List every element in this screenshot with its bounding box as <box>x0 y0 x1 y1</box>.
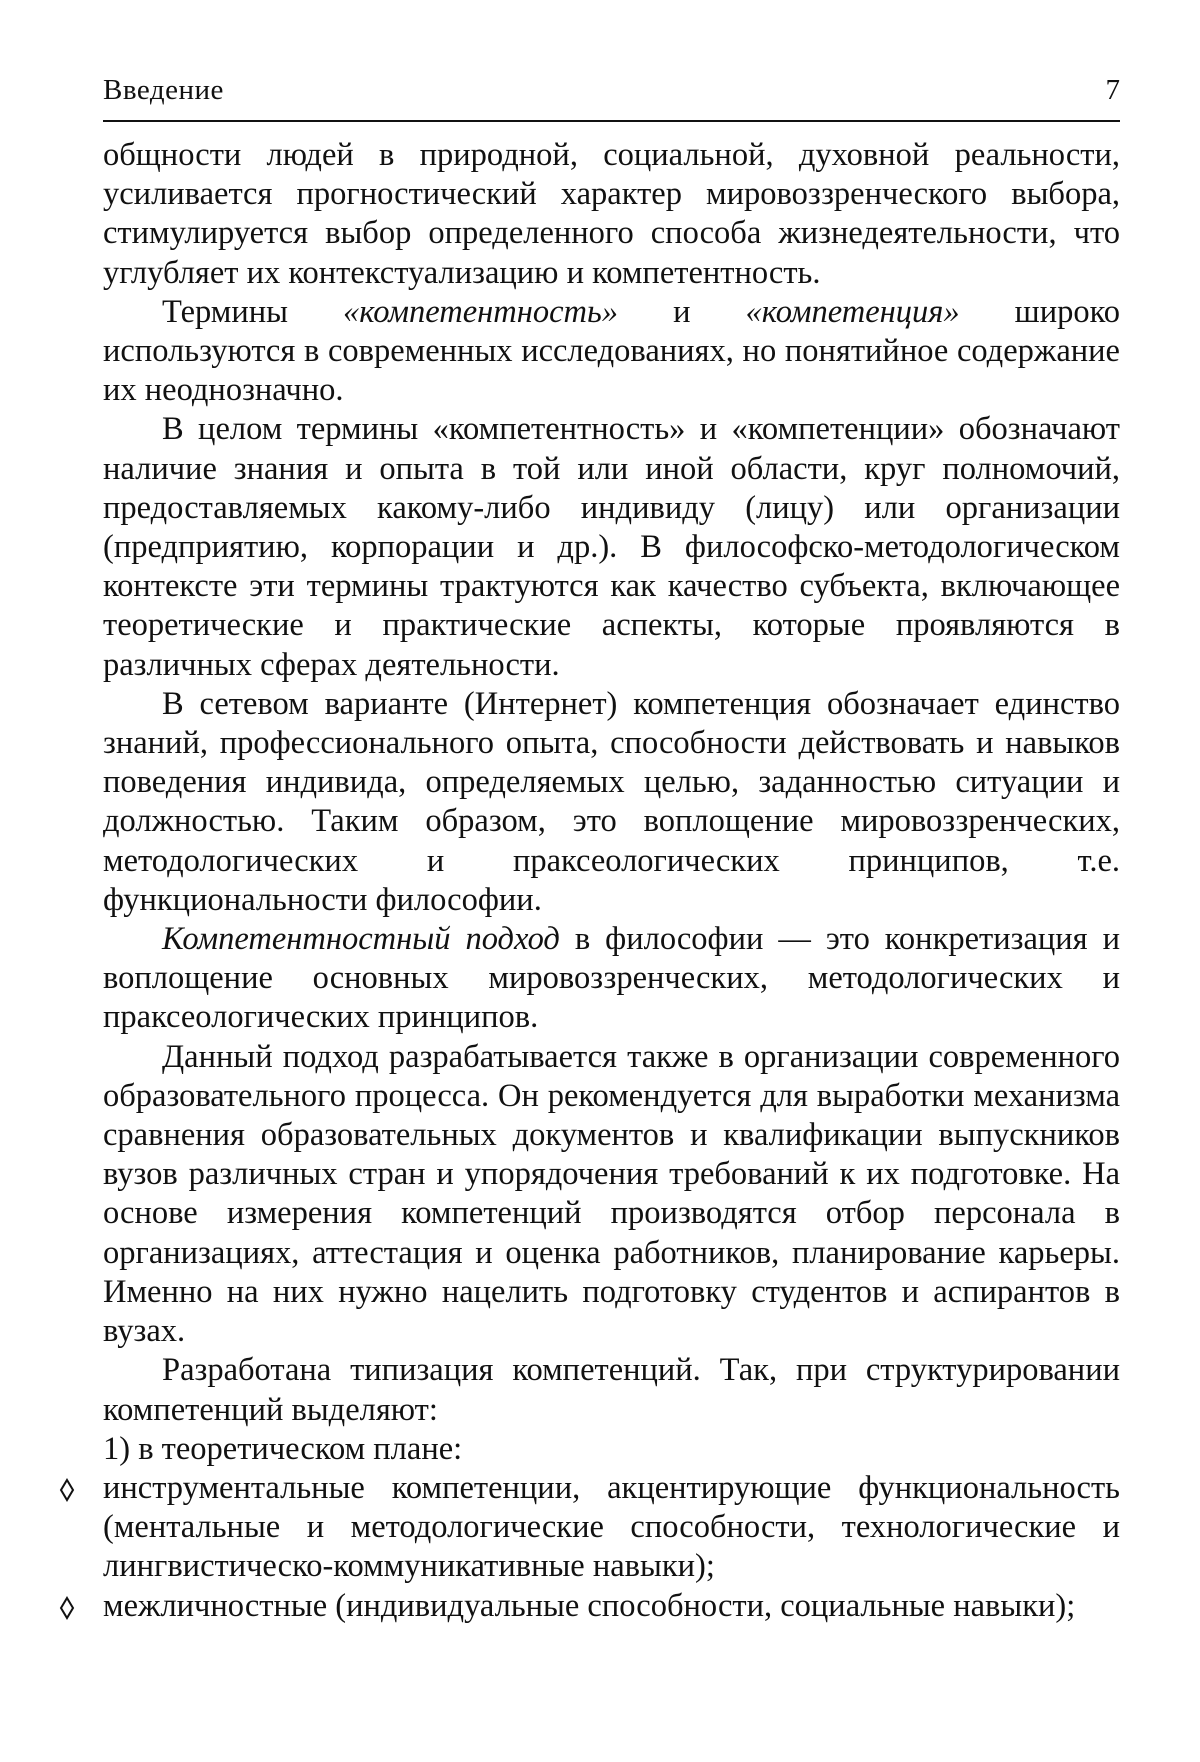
term-approach-italic: Компетентностный подход <box>162 921 560 958</box>
paragraph-typology: Разработана типизация компетенций. Так, при структурировании компетенций выделяют: <box>103 1352 1120 1428</box>
text-run: Термины <box>162 293 344 330</box>
paragraph-definition: В целом термины «компетентность» и «компетенции» обозначают наличие знания и опыта в той или иной области, круг полномочий, предоставляемых какому-либо индивиду (лицу) или организации (предприятию, корпорации и др.). В философско-методологическом контексте эти термины трактуются как качество субъекта, включающее теоретические и практические аспекты, которые проявляются в различных сферах деятельности. <box>103 411 1120 683</box>
page-number: 7 <box>1105 74 1120 106</box>
list-item-text: инструментальные компетенции, акцентирующие функциональность (ментальные и методологические способности, технологические и лингвистическо-коммуникативные навыки); <box>103 1469 1120 1585</box>
list-item-text: межличностные (индивидуальные способности, социальные навыки); <box>103 1587 1076 1624</box>
diamond-bullet-icon <box>59 1472 75 1506</box>
paragraph-approach <box>103 920 1120 1038</box>
list-item <box>103 1587 1120 1626</box>
list-label: 1) в теоретическом плане: <box>103 1430 463 1467</box>
body-text <box>103 136 1120 1626</box>
paragraph-education: Данный подход разрабатывается также в организации современного образовательного процесса. Он рекомендуется для выработки механизма сравнения образовательных документов и квалификации выпускников вузов различных стран и упорядочения требований к их подготовке. На основе измерения компетенций производятся отбор персонала в организациях, аттестация и оценка работников, планирование карьеры. Именно на них нужно нацелить подготовку студентов и аспирантов в вузах. <box>103 1038 1120 1350</box>
running-header <box>103 70 1120 122</box>
book-page <box>103 70 1120 1626</box>
paragraph-continuation: общности людей в природной, социальной, духовной реальности, усиливается прогностический характер мировоззренческого выбора, стимулируется выбор определенного способа жизнедеятельности, что углубляет их контекстуализацию и компетентность. <box>103 137 1120 291</box>
diamond-bullet-icon <box>59 1590 75 1624</box>
paragraph-terms <box>103 293 1120 411</box>
list-item <box>103 1469 1120 1587</box>
chapter-title: Введение <box>103 74 224 106</box>
paragraph-network-variant: В сетевом варианте (Интернет) компетенция обозначает единство знаний, профессионального опыта, способности действовать и навыков поведения индивида, определяемых целью, заданностью ситуации и должностью. Таким образом, это воплощение мировоззренческих, методологических и праксеологических принципов, т.е. функциональности философии. <box>103 685 1120 918</box>
term-competence-italic: «компетентность» <box>343 293 619 330</box>
text-run: в философии — это конкретизация и воплощение основных мировоззренческих, методологических и праксеологических принципов. <box>103 921 1120 1036</box>
text-run: и <box>618 293 746 330</box>
term-competency-italic: «компетенция» <box>745 293 960 330</box>
text-run: широко используются в современных исследованиях, но понятийное содержание их неоднозначно. <box>103 293 1120 409</box>
